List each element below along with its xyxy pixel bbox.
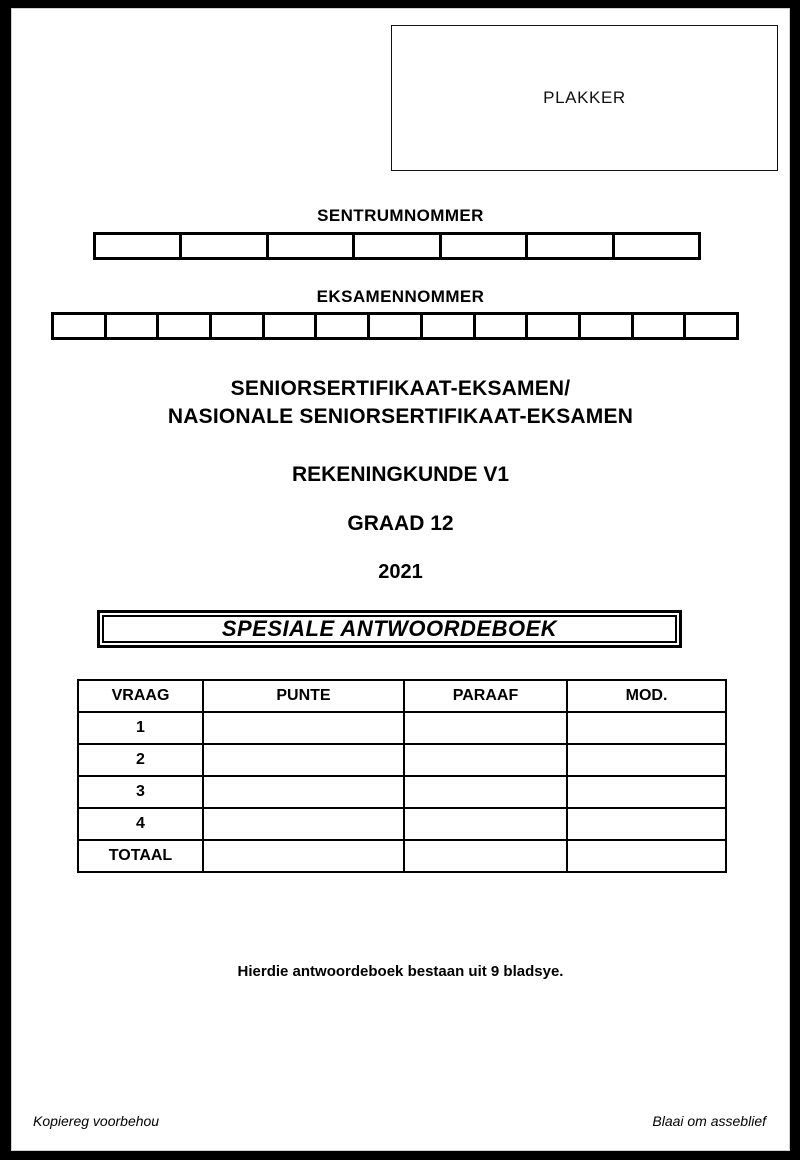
cell-mod[interactable] [567,776,726,808]
cell-total-mod[interactable] [567,840,726,872]
cell-mod[interactable] [567,744,726,776]
exam-number-cell[interactable] [265,315,318,337]
exam-title-block [11,375,790,431]
cell-question: 3 [78,776,203,808]
centre-number-label: SENTRUMNOMMER [317,206,484,225]
exam-number-cell[interactable] [54,315,107,337]
centre-number-cell[interactable] [269,235,355,257]
cell-paraaf[interactable] [404,712,567,744]
exam-title-line-1: SENIORSERTIFIKAAT-EKSAMEN/ [230,377,571,400]
page-footer [33,1113,766,1129]
exam-number-input[interactable] [51,312,739,340]
table-row [78,776,726,808]
exam-cover-sheet [11,8,790,1151]
table-row [78,808,726,840]
centre-number-cell[interactable] [528,235,614,257]
table-row-total [78,840,726,872]
column-header-punte: PUNTE [203,680,404,712]
centre-number-cell[interactable] [615,235,698,257]
centre-number-cell[interactable] [355,235,441,257]
cell-mod[interactable] [567,712,726,744]
exam-number-cell[interactable] [212,315,265,337]
column-header-vraag: VRAAG [78,680,203,712]
page-count-note: Hierdie antwoordeboek bestaan uit 9 bladsye. [237,963,564,980]
exam-number-cell[interactable] [634,315,687,337]
cell-mod[interactable] [567,808,726,840]
exam-number-cell[interactable] [528,315,581,337]
table-row [78,744,726,776]
centre-number-cell[interactable] [96,235,182,257]
exam-number-cell[interactable] [476,315,529,337]
column-header-paraaf: PARAAF [404,680,567,712]
exam-number-cell[interactable] [317,315,370,337]
table-header-row [78,680,726,712]
cell-question: 1 [78,712,203,744]
exam-number-cell[interactable] [686,315,736,337]
answer-book-banner-label: SPESIALE ANTWOORDEBOEK [221,616,558,641]
exam-number-cell[interactable] [581,315,634,337]
cell-punte[interactable] [203,744,404,776]
cell-total-punte[interactable] [203,840,404,872]
centre-number-cell[interactable] [182,235,268,257]
sticker-box[interactable] [391,25,778,171]
year-title: 2021 [378,561,423,583]
footer-copyright: Kopiereg voorbehou [33,1113,160,1129]
cell-question: 2 [78,744,203,776]
exam-number-label: EKSAMENNOMMER [316,287,485,306]
subject-title: REKENINGKUNDE V1 [291,463,510,486]
exam-number-cell[interactable] [423,315,476,337]
cell-question: 4 [78,808,203,840]
centre-number-input[interactable] [93,232,701,260]
exam-title-line-2: NASIONALE SENIORSERTIFIKAAT-EKSAMEN [167,405,634,428]
cell-punte[interactable] [203,712,404,744]
cell-paraaf[interactable] [404,776,567,808]
cell-punte[interactable] [203,776,404,808]
exam-number-cell[interactable] [159,315,212,337]
centre-number-cell[interactable] [442,235,528,257]
table-row [78,712,726,744]
cell-total-label: TOTAAL [78,840,203,872]
exam-number-cell[interactable] [370,315,423,337]
cell-punte[interactable] [203,808,404,840]
marks-summary-table [77,679,727,873]
column-header-mod: MOD. [567,680,726,712]
cell-total-paraaf[interactable] [404,840,567,872]
footer-turn-over: Blaai om asseblief [652,1113,766,1129]
answer-book-banner-inner [102,615,677,643]
cell-paraaf[interactable] [404,744,567,776]
exam-number-cell[interactable] [107,315,160,337]
answer-book-banner [97,610,682,648]
sticker-box-label: PLAKKER [543,88,626,107]
cell-paraaf[interactable] [404,808,567,840]
grade-title: GRAAD 12 [347,512,454,535]
